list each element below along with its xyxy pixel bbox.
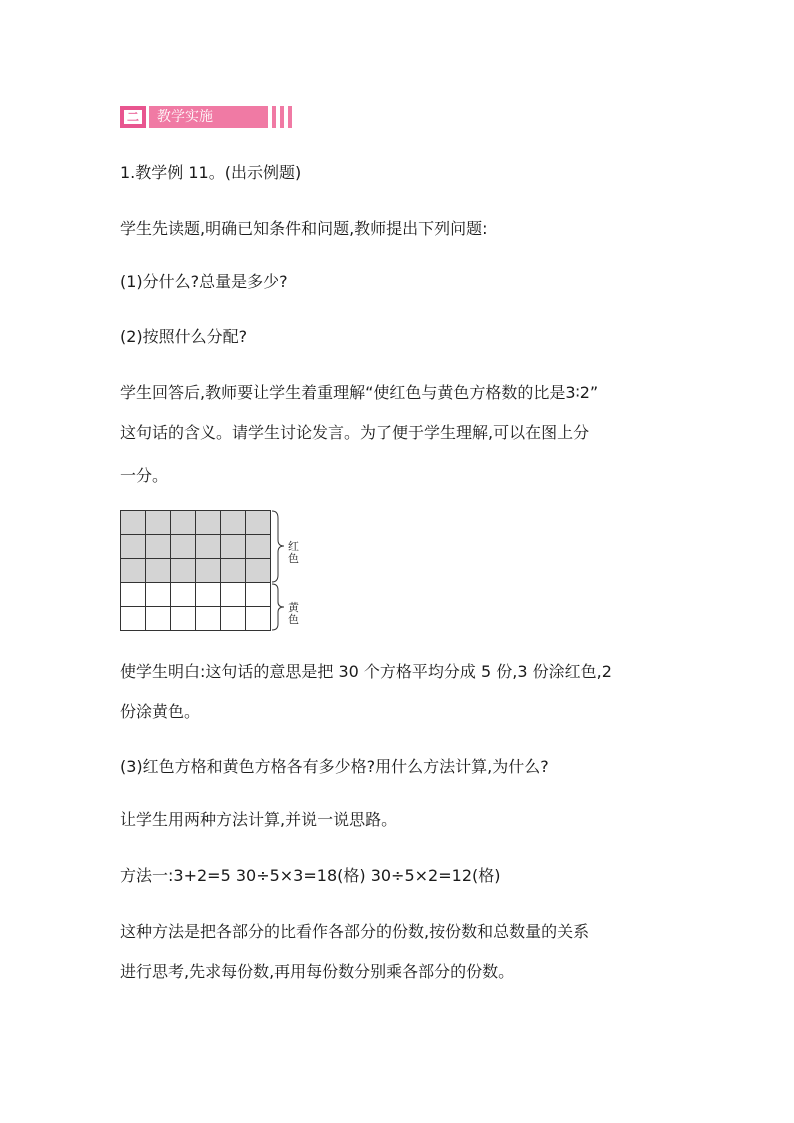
section-number-badge <box>120 106 146 128</box>
grid <box>120 510 271 631</box>
red-label: 红色 <box>288 540 299 565</box>
red-square <box>246 559 271 583</box>
paragraph-explain-line-3: 一分。 <box>120 466 169 485</box>
paragraph-method-explain-line-1: 这种方法是把各部分的比看作各部分的份数,按份数和总数量的关系 <box>120 922 590 941</box>
red-square <box>146 559 171 583</box>
red-square <box>146 511 171 535</box>
yellow-square <box>221 607 246 631</box>
paragraph-meaning-line-2: 份涂黄色。 <box>120 702 201 721</box>
brace-icons <box>270 510 286 631</box>
section-number: 二 <box>123 109 143 125</box>
yellow-square <box>121 607 146 631</box>
method-one: 方法一:3+2=5 30÷5×3=18(格) 30÷5×2=12(格) <box>120 866 501 885</box>
section-title: 教学实施 <box>146 106 268 128</box>
yellow-brace-icon <box>272 584 284 630</box>
paragraph-meaning-line-1: 使学生明白:这句话的意思是把 30 个方格平均分成 5 份,3 份涂红色,2 <box>120 662 612 681</box>
yellow-label: 黄色 <box>288 601 299 626</box>
section-decoration <box>272 106 296 128</box>
yellow-square <box>146 583 171 607</box>
yellow-square <box>246 607 271 631</box>
yellow-square <box>196 607 221 631</box>
yellow-square <box>121 583 146 607</box>
section-header <box>120 106 302 128</box>
question-3: (3)红色方格和黄色方格各有多少格?用什么方法计算,为什么? <box>120 757 549 776</box>
yellow-square <box>246 583 271 607</box>
red-square <box>171 511 196 535</box>
question-1: (1)分什么?总量是多少? <box>120 272 288 291</box>
yellow-square <box>221 583 246 607</box>
red-square <box>171 535 196 559</box>
red-square <box>196 511 221 535</box>
red-square <box>221 535 246 559</box>
yellow-square <box>146 607 171 631</box>
yellow-square <box>171 607 196 631</box>
red-square <box>171 559 196 583</box>
paragraph-explain-line-2: 这句话的含义。请学生讨论发言。为了便于学生理解,可以在图上分 <box>120 423 590 442</box>
red-square <box>146 535 171 559</box>
paragraph-read-problem: 学生先读题,明确已知条件和问题,教师提出下列问题: <box>120 219 488 238</box>
red-square <box>196 559 221 583</box>
yellow-square <box>171 583 196 607</box>
red-square <box>121 535 146 559</box>
red-square <box>196 535 221 559</box>
paragraph-method-explain-line-2: 进行思考,先求每份数,再用每份数分别乘各部分的份数。 <box>120 962 515 981</box>
paragraph-explain-line-1: 学生回答后,教师要让学生着重理解“使红色与黄色方格数的比是3∶2” <box>120 383 599 402</box>
red-square <box>121 511 146 535</box>
yellow-square <box>196 583 221 607</box>
red-square <box>221 559 246 583</box>
question-2: (2)按照什么分配? <box>120 327 248 346</box>
paragraph-two-methods: 让学生用两种方法计算,并说一说思路。 <box>120 810 398 829</box>
red-square <box>221 511 246 535</box>
red-square <box>121 559 146 583</box>
red-square <box>246 511 271 535</box>
red-square <box>246 535 271 559</box>
paragraph-example: 1.教学例 11。(出示例题) <box>120 163 302 182</box>
red-brace-icon <box>272 511 284 582</box>
